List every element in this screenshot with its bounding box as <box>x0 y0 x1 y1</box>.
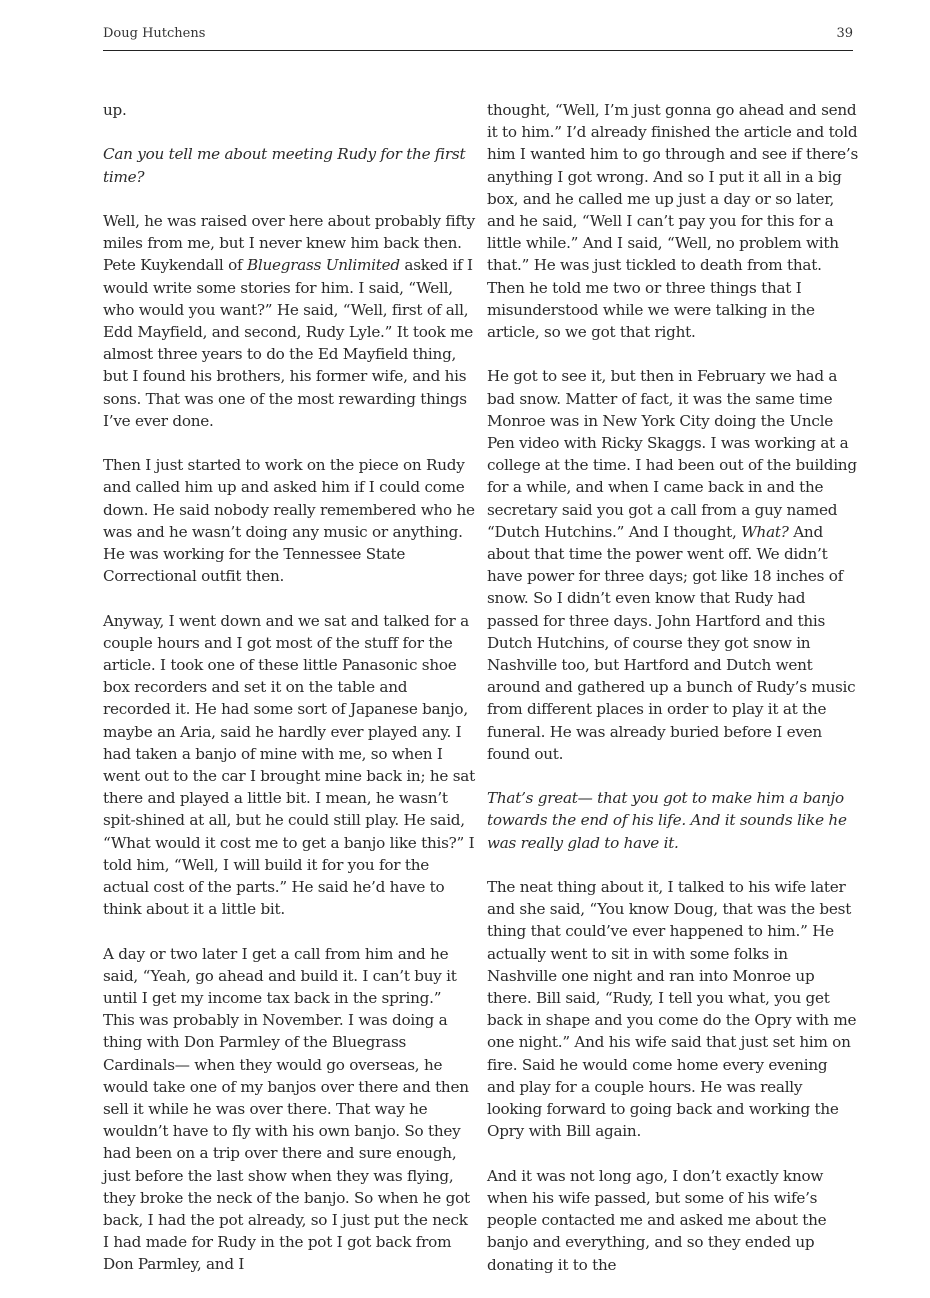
text-run: Well, he was raised over here about probably fifty miles from me, but I never knew him back then. Pete Kuykendall of <box>103 211 475 275</box>
running-header <box>103 24 853 51</box>
paragraph: Then I just started to work on the piece on Rudy and called him up and asked him if I could come down. He said nobody really remembered who he was and he wasn’t doing any music or anything. He was working for the Tennessee State Correctional outfit then. <box>103 456 475 586</box>
paragraph: And it was not long ago, I don’t exactly know when his wife passed, but some of his wife’s people contacted me and asked me about the banjo and everything, and so they ended up donating it to the <box>487 1166 827 1274</box>
paragraph <box>103 210 475 432</box>
page-number: 39 <box>836 26 853 41</box>
header-author: Doug Hutchens <box>103 26 206 41</box>
publication-title: Bluegrass Unlimited <box>246 256 400 275</box>
paragraph: A day or two later I get a call from him and he said, “Yeah, go ahead and build it. I can’t buy it until I get my income tax back in the spring.” This was probably in November. I was doing a thing with Don Parmley of the Bluegrass Cardinals— when they would go overseas, he would take one of my banjos over there and then sell it while he was over there. That way he wouldn’t have to fly with his own banjo. So they had been on a trip over there and sure enough, just before the last show when they was flying, they broke the neck of the banjo. So when he got back, I had the pot already, so I just put the neck I had made for Rudy in the pot I got back from Don Parmley, and I <box>103 944 470 1274</box>
paragraph: The neat thing about it, I talked to his wife later and she said, “You know Doug, that was the best thing that could’ve ever happened to him.” He actually went to sit in with some folks in Nashville one night and ran into Monroe up there. Bill said, “Rudy, I tell you what, you get back in shape and you come do the Opry with me one night.” And his wife said that just set him on fire. Said he would come home every evening and play for a couple hours. He was really looking forward to going back and working the Opry with Bill again. <box>487 878 857 1141</box>
paragraph <box>487 365 859 765</box>
right-column <box>487 99 859 1298</box>
paragraph: Anyway, I went down and we sat and talked for a couple hours and I got most of the stuff for the article. I took one of these little Panasonic shoe box recorders and set it on the table and recorded it. He had some sort of Japanese banjo, maybe an Aria, said he hardly ever played any. I had taken a banjo of mine with me, so when I went out to the car I brought mine back in; he sat there and played a little bit. I mean, he wasn’t spit-shined at all, but he could still play. He said, “What would it cost me to get a banjo like this?” I told him, “Well, I will build it for you for the actual cost of the parts.” He said he’d have to think about it a little bit. <box>103 611 475 919</box>
paragraph: up. <box>103 101 127 119</box>
text-run: And about that time the power went off. We didn’t have power for three days; got like 18 inches of snow. So I didn’t even know that Rudy had passed for three days. John Hartford and this Dutch Hutchins, of course they got snow in Nashville too, but Hartford and Dutch went around and gathered up a bunch of Rudy’s music from different places in order to play it at the funeral. He was already buried before I even found out. <box>487 522 856 763</box>
left-column <box>103 99 475 1298</box>
interview-question: Can you tell me about meeting Rudy for the first time? <box>103 145 466 186</box>
emphasis: What? <box>741 522 789 541</box>
text-run: He got to see it, but then in February we had a bad snow. Matter of fact, it was the same time Monroe was in New York City doing the Uncle Pen video with Ricky Skaggs. I was working at a college at the time. I had been out of the building for a while, and when I came back in and the secretary said you got a call from a guy named “Dutch Hutchins.” And I thought, <box>487 367 857 541</box>
paragraph: thought, “Well, I’m just gonna go ahead and send it to him.” I’d already finished the article and told him I wanted him to go through and see if there’s anything I got wrong. And so I put it all in a big box, and he called me up just a day or so later, and he said, “Well I can’t pay you for this for a little while.” And I said, “Well, no problem with that.” He was just tickled to death from that. Then he told me two or three things that I misunderstood while we were talking in the article, so we got that right. <box>487 101 858 342</box>
text-run: asked if I would write some stories for him. I said, “Well, who would you want?” He said, “Well, first of all, Edd Mayfield, and second, Rudy Lyle.” It took me almost three years to do the Ed Mayfield thing, but I found his brothers, his former wife, and his sons. That was one of the most rewarding things I’ve ever done. <box>103 256 473 430</box>
interview-question: That’s great— that you got to make him a banjo towards the end of his life. And it sounds like he was really glad to have it. <box>487 789 847 852</box>
